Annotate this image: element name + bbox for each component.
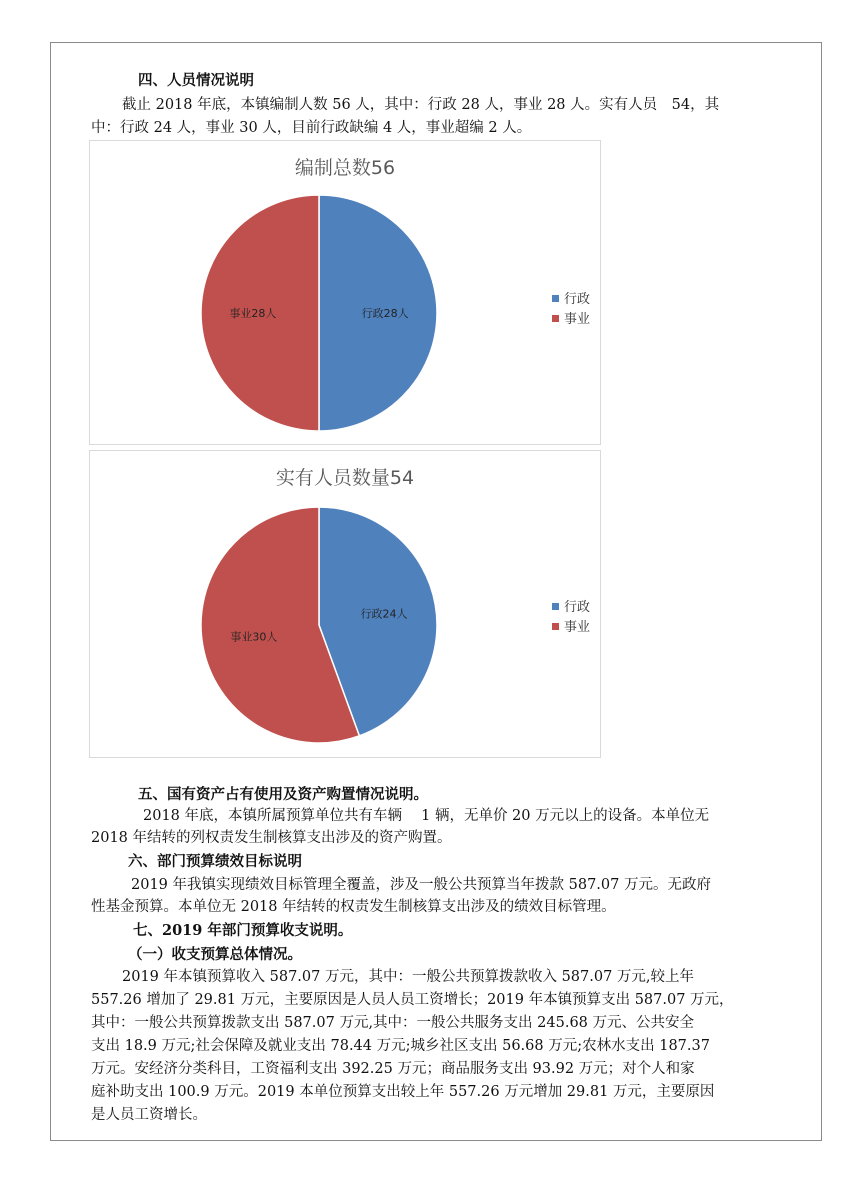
legend-swatch	[552, 623, 559, 630]
section-6-paragraph-line-2: 性基金预算。本单位无 2018 年结转的权责发生制核算支出涉及的绩效目标管理。	[91, 899, 616, 915]
chart-title: 实有人员数量54	[275, 467, 415, 489]
section-7-paragraph-line: 支出 18.9 万元;社会保障及就业支出 78.44 万元;城乡社区支出 56.68 万元;农林水支出 187.37	[91, 1038, 710, 1054]
chart-title: 编制总数56	[294, 157, 396, 179]
legend-label: 事业	[564, 620, 591, 635]
pie-data-label: 行政24人	[360, 607, 408, 621]
section-6-paragraph-line-1: 2019 年我镇实现绩效目标管理全覆盖，涉及一般公共预算当年拨款 587.07 万元。无政府	[131, 877, 711, 893]
section-5-paragraph-line-1: 2018 年底，本镇所属预算单位共有车辆 1 辆，无单价 20 万元以上的设备。本单位无	[143, 808, 710, 824]
legend-label: 行政	[564, 600, 591, 615]
section-4-paragraph-line-2: 中：行政 24 人，事业 30 人，目前行政缺编 4 人，事业超编 2 人。	[91, 120, 532, 136]
pie-data-label: 事业28人	[229, 307, 277, 320]
section-7-subheading: （一）收支预算总体情况。	[128, 946, 302, 963]
section-7-paragraph-line: 2019 年本镇预算收入 587.07 万元，其中：一般公共预算拨款收入 587.07 万元,较上年	[122, 969, 695, 985]
section-7-paragraph-line: 其中：一般公共预算拨款支出 587.07 万元,其中：一般公共服务支出 245.68 万元、公共安全	[91, 1015, 695, 1031]
section-7-paragraph-line: 是人员工资增长。	[91, 1107, 207, 1123]
section-7-paragraph-line: 万元。安经济分类科目，工资福利支出 392.25 万元；商品服务支出 93.92 万元；对个人和家	[91, 1061, 695, 1077]
legend-label: 事业	[564, 312, 591, 327]
legend-swatch	[552, 603, 559, 610]
section-5-paragraph-line-2: 2018 年结转的列权责发生制核算支出涉及的资产购置。	[91, 830, 452, 846]
actual-staff-pie-chart	[89, 450, 601, 758]
staff-quota-pie-chart	[89, 140, 601, 445]
pie-chart-svg	[90, 451, 602, 759]
section-7-heading: 七、2019 年部门预算收支说明。	[133, 922, 353, 939]
section-4-heading: 四、人员情况说明	[138, 72, 254, 89]
pie-chart-svg	[90, 141, 602, 446]
section-7-paragraph-line: 庭补助支出 100.9 万元。2019 本单位预算支出较上年 557.26 万元增加 29.81 万元，主要原因	[91, 1084, 715, 1100]
legend-label: 行政	[564, 292, 591, 307]
legend-swatch	[552, 315, 559, 322]
section-4-paragraph-line-1: 截止 2018 年底，本镇编制人数 56 人，其中：行政 28 人，事业 28 人。实有人员 54，其	[122, 97, 720, 113]
section-5-heading: 五、国有资产占有使用及资产购置情况说明。	[138, 786, 428, 803]
pie-data-label: 事业30人	[230, 630, 278, 644]
section-7-paragraph-line: 557.26 增加了 29.81 万元，主要原因是人员人员工资增长；2019 年本镇预算支出 587.07 万元，	[91, 992, 734, 1008]
pie-data-label: 行政28人	[361, 307, 409, 320]
legend-swatch	[552, 295, 559, 302]
section-6-heading: 六、部门预算绩效目标说明	[128, 853, 302, 870]
